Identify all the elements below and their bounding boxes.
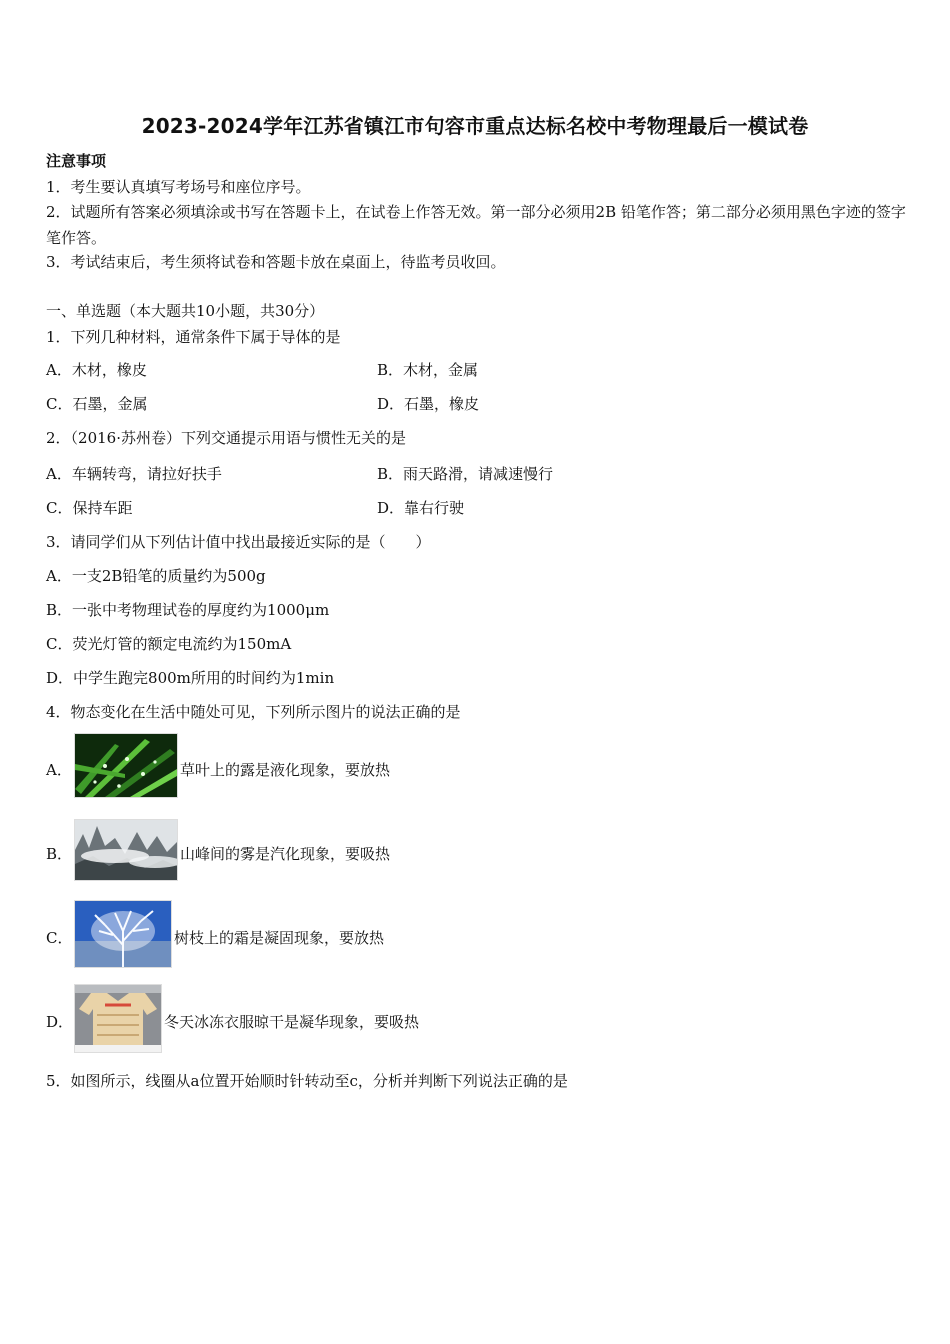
question-3-option-d: D．中学生跑完800m所用的时间约为1min (46, 669, 335, 687)
question-3-option-c: C．荧光灯管的额定电流约为150mA (46, 635, 292, 653)
question-2-option-b: B．雨天路滑，请减速慢行 (377, 465, 554, 483)
question-4-option-c-letter: C． (46, 929, 73, 947)
grass-dew-image (74, 733, 178, 798)
page-title: 2023-2024学年江苏省镇江市句容市重点达标名校中考物理最后一模试卷 (141, 114, 809, 138)
question-2-option-c: C．保持车距 (46, 499, 133, 517)
question-4-option-a-text: 草叶上的露是液化现象，要放热 (180, 761, 391, 779)
notice-item-2: 2．试题所有答案必须填涂或书写在答题卡上，在试卷上作答无效。第一部分必须用2B 铅笔作答；第二部分必须用黑色字迹的签字笔作答。 (46, 203, 906, 247)
question-1-option-b: B．木材，金属 (377, 361, 479, 379)
question-1-option-c: C．石墨，金属 (46, 395, 148, 413)
question-2-stem: 2．（2016·苏州卷）下列交通提示用语与惯性无关的是 (46, 429, 406, 447)
question-4-option-b-text: 山峰间的雾是汽化现象，要吸热 (180, 845, 391, 863)
question-4-option-b-letter: B． (46, 845, 73, 863)
question-4-option-c-text: 树枝上的霜是凝固现象，要放热 (174, 929, 385, 947)
mountain-fog-image (74, 819, 178, 881)
question-3-option-b: B．一张中考物理试卷的厚度约为1000μm (46, 601, 330, 619)
frosted-tree-image (74, 900, 172, 968)
question-2-option-a: A．车辆转弯，请拉好扶手 (46, 465, 222, 483)
notice-heading: 注意事项 (46, 152, 107, 170)
frozen-clothes-image (74, 984, 162, 1053)
question-4-option-a-letter: A． (46, 761, 72, 779)
question-3-stem: 3．请同学们从下列估计值中找出最接近实际的是（ ） (46, 533, 431, 551)
question-4-stem: 4．物态变化在生活中随处可见，下列所示图片的说法正确的是 (46, 703, 461, 721)
question-4-option-d-letter: D． (46, 1013, 74, 1031)
question-4-option-d-text: 冬天冰冻衣服晾干是凝华现象，要吸热 (164, 1013, 420, 1031)
question-1-option-a: A．木材，橡皮 (46, 361, 147, 379)
section-heading: 一、单选题（本大题共10小题，共30分） (46, 302, 325, 320)
question-3-option-a: A．一支2B铅笔的质量约为500g (46, 567, 266, 585)
question-5-stem: 5．如图所示，线圈从a位置开始顺时针转动至c，分析并判断下列说法正确的是 (46, 1072, 568, 1090)
question-1-stem: 1．下列几种材料，通常条件下属于导体的是 (46, 328, 341, 346)
question-2-option-d: D．靠右行驶 (377, 499, 465, 517)
question-1-option-d: D．石墨，橡皮 (377, 395, 480, 413)
notice-item-3: 3．考试结束后，考生须将试卷和答题卡放在桌面上，待监考员收回。 (46, 253, 506, 271)
notice-item-1: 1．考生要认真填写考场号和座位序号。 (46, 178, 311, 196)
